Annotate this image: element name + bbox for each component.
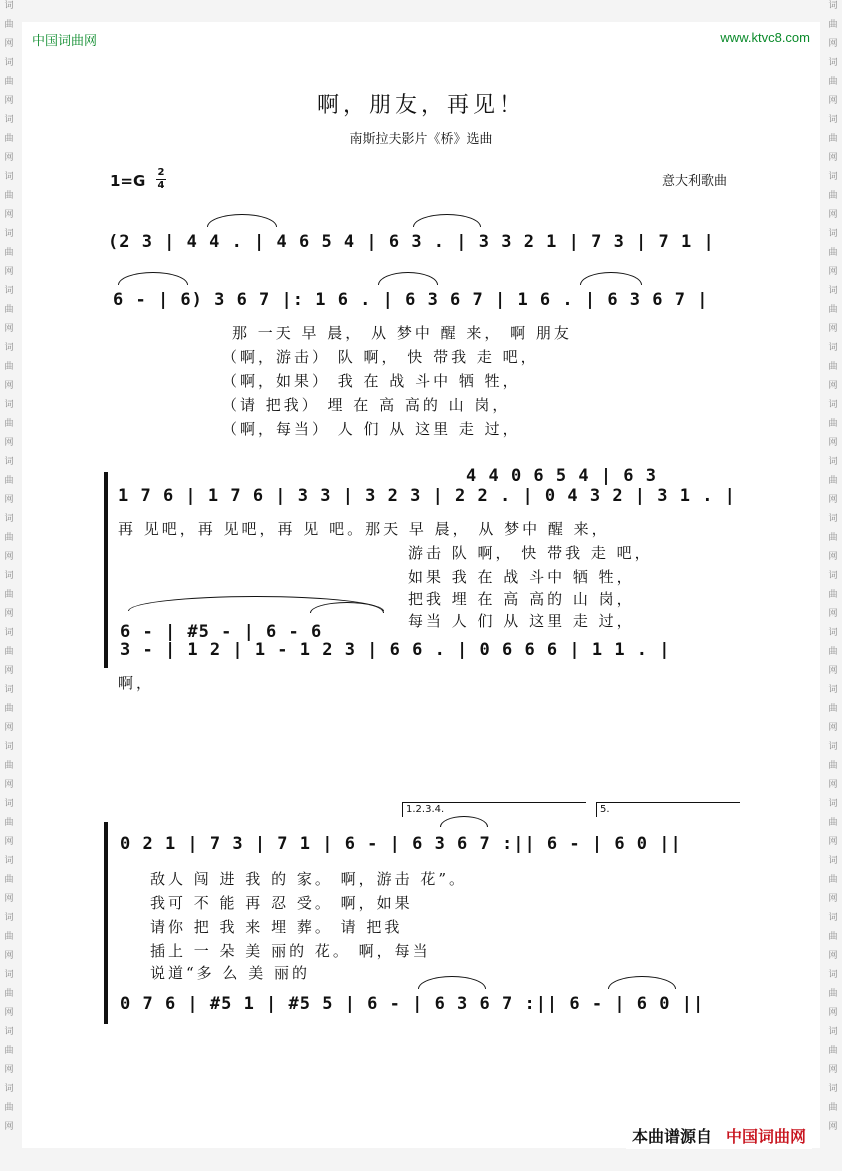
watermark-glyph: 词 bbox=[828, 229, 838, 239]
watermark-glyph: 曲 bbox=[4, 1046, 14, 1056]
watermark-glyph: 网 bbox=[4, 153, 14, 163]
lyric-line: 把我 埋 在 高 高的 山 岗， bbox=[408, 590, 635, 608]
watermark-glyph: 词 bbox=[828, 115, 838, 125]
watermark-glyph: 词 bbox=[4, 1, 14, 11]
song-title: 啊，朋友，再见！ bbox=[316, 93, 525, 118]
watermark-glyph: 网 bbox=[828, 381, 838, 391]
watermark-glyph: 网 bbox=[828, 666, 838, 676]
watermark-glyph: 网 bbox=[4, 666, 14, 676]
watermark-glyph: 曲 bbox=[4, 761, 14, 771]
watermark-glyph: 网 bbox=[828, 609, 838, 619]
watermark-glyph: 曲 bbox=[828, 932, 838, 942]
watermark-glyph: 网 bbox=[828, 210, 838, 220]
watermark-glyph: 词 bbox=[828, 514, 838, 524]
watermark-glyph: 网 bbox=[828, 96, 838, 106]
watermark-glyph: 网 bbox=[4, 837, 14, 847]
composer: 意大利歌曲 bbox=[662, 174, 728, 189]
system-brace bbox=[104, 822, 116, 1024]
watermark-glyph: 网 bbox=[4, 324, 14, 334]
watermark-glyph: 网 bbox=[828, 267, 838, 277]
watermark-glyph: 网 bbox=[4, 39, 14, 49]
watermark-glyph: 曲 bbox=[828, 305, 838, 315]
volta-bracket bbox=[596, 802, 740, 817]
watermark-glyph: 网 bbox=[4, 552, 14, 562]
lyric-line: （啊，游击） 队 啊， 快 带我 走 吧， bbox=[222, 348, 539, 366]
watermark-glyph: 词 bbox=[828, 1027, 838, 1037]
watermark-glyph: 网 bbox=[828, 153, 838, 163]
watermark-glyph: 词 bbox=[828, 457, 838, 467]
source-label: 本曲谱源自 bbox=[631, 1127, 712, 1146]
watermark-glyph: 词 bbox=[828, 1084, 838, 1094]
watermark-glyph: 网 bbox=[828, 723, 838, 733]
watermark-glyph: 词 bbox=[4, 913, 14, 923]
lyric-line: （啊，每当） 人 们 从 这里 走 过， bbox=[222, 420, 521, 438]
watermark-glyph: 网 bbox=[4, 894, 14, 904]
watermark-glyph: 曲 bbox=[828, 77, 838, 87]
watermark-glyph: 曲 bbox=[828, 989, 838, 999]
watermark-glyph: 曲 bbox=[4, 77, 14, 87]
watermark-glyph: 词 bbox=[828, 628, 838, 638]
volta-bracket bbox=[402, 802, 586, 817]
watermark-glyph: 网 bbox=[4, 723, 14, 733]
watermark-glyph: 曲 bbox=[4, 248, 14, 258]
site-url-link[interactable]: www.ktvc8.com bbox=[720, 30, 810, 45]
watermark-glyph: 曲 bbox=[828, 191, 838, 201]
watermark-glyph: 网 bbox=[4, 1008, 14, 1018]
watermark-glyph: 网 bbox=[4, 381, 14, 391]
watermark-glyph: 网 bbox=[4, 1122, 14, 1132]
watermark-glyph: 网 bbox=[828, 837, 838, 847]
lyric-line: （啊，如果） 我 在 战 斗中 牺 牲， bbox=[222, 372, 521, 390]
watermark-glyph: 曲 bbox=[4, 362, 14, 372]
watermark-glyph: 词 bbox=[828, 172, 838, 182]
watermark-glyph: 曲 bbox=[828, 818, 838, 828]
watermark-glyph: 词 bbox=[4, 457, 14, 467]
lyric-line: 敌人 闯 进 我 的 家。 啊，游击 花”。 bbox=[150, 870, 468, 888]
watermark-glyph: 曲 bbox=[4, 476, 14, 486]
time-top: 2 bbox=[157, 167, 165, 178]
watermark-glyph: 词 bbox=[828, 856, 838, 866]
watermark-glyph: 网 bbox=[828, 552, 838, 562]
watermark-glyph: 词 bbox=[828, 685, 838, 695]
system-brace bbox=[104, 472, 116, 668]
lyric-line: 如果 我 在 战 斗中 牺 牲， bbox=[408, 568, 635, 586]
watermark-glyph: 曲 bbox=[828, 875, 838, 885]
watermark-glyph: 曲 bbox=[828, 20, 838, 30]
watermark-glyph: 网 bbox=[828, 1122, 838, 1132]
watermark-glyph: 词 bbox=[828, 742, 838, 752]
left-watermark bbox=[0, 0, 18, 1171]
time-bottom: 4 bbox=[157, 180, 165, 191]
notation-line-3-lower-voice: 6 - | #5 - | 6 - 6 bbox=[120, 622, 323, 642]
watermark-glyph: 曲 bbox=[828, 647, 838, 657]
site-name-link[interactable]: 中国词曲网 bbox=[32, 34, 98, 49]
lyric-line: 那 一天 早 晨， 从 梦中 醒 来， 啊 朋友 bbox=[232, 324, 572, 342]
watermark-glyph: 词 bbox=[4, 1084, 14, 1094]
watermark-glyph: 网 bbox=[828, 495, 838, 505]
watermark-glyph: 词 bbox=[4, 1027, 14, 1037]
notation-line-3-upper: 1 7 6 | 1 7 6 | 3 3 | 3 2 3 | 2 2 . | 0 4 3 2 | 3 1 . | bbox=[118, 486, 736, 506]
lyric-line: 啊， bbox=[118, 674, 155, 692]
watermark-glyph: 词 bbox=[4, 343, 14, 353]
watermark-glyph: 曲 bbox=[828, 362, 838, 372]
watermark-glyph: 词 bbox=[4, 58, 14, 68]
watermark-glyph: 曲 bbox=[4, 932, 14, 942]
watermark-glyph: 词 bbox=[828, 58, 838, 68]
watermark-glyph: 曲 bbox=[4, 419, 14, 429]
watermark-glyph: 曲 bbox=[4, 704, 14, 714]
watermark-glyph: 词 bbox=[4, 115, 14, 125]
watermark-glyph: 网 bbox=[4, 951, 14, 961]
notation-line-4-lower: 0 7 6 | #5 1 | #5 5 | 6 - | 6 3 6 7 :|| 6 - | 6 0 || bbox=[120, 994, 705, 1014]
lyric-line: 再 见吧，再 见吧，再 见 吧。那天 早 晨， 从 梦中 醒 来， bbox=[118, 520, 610, 538]
watermark-glyph: 曲 bbox=[4, 647, 14, 657]
notation-line-3-lower: 3 - | 1 2 | 1 - 1 2 3 | 6 6 . | 0 6 6 6 | 1 1 . | bbox=[120, 640, 671, 660]
watermark-glyph: 词 bbox=[4, 970, 14, 980]
watermark-glyph: 词 bbox=[4, 172, 14, 182]
notation-line-2: 6 - | 6) 3 6 7 |: 1 6 . | 6 3 6 7 | 1 6 . | 6 3 6 7 | bbox=[113, 290, 709, 310]
watermark-glyph: 词 bbox=[828, 1, 838, 11]
watermark-glyph: 词 bbox=[4, 514, 14, 524]
volta-label: 1.2.3.4. bbox=[406, 804, 445, 815]
watermark-glyph: 曲 bbox=[828, 248, 838, 258]
watermark-glyph: 词 bbox=[4, 229, 14, 239]
watermark-glyph: 曲 bbox=[4, 191, 14, 201]
lyric-line: 我可 不 能 再 忍 受。 啊，如果 bbox=[150, 894, 413, 912]
watermark-glyph: 网 bbox=[828, 1065, 838, 1075]
watermark-glyph: 网 bbox=[828, 324, 838, 334]
lyric-line: 说道“多 么 美 丽的 bbox=[150, 964, 310, 982]
watermark-glyph: 曲 bbox=[4, 20, 14, 30]
watermark-glyph: 网 bbox=[4, 1065, 14, 1075]
watermark-glyph: 曲 bbox=[4, 989, 14, 999]
watermark-glyph: 网 bbox=[828, 1008, 838, 1018]
watermark-glyph: 词 bbox=[828, 571, 838, 581]
watermark-glyph: 曲 bbox=[828, 590, 838, 600]
watermark-glyph: 网 bbox=[828, 39, 838, 49]
time-signature bbox=[156, 168, 166, 191]
notation-line-1: (2 3 | 4 4 . | 4 6 5 4 | 6 3 . | 3 3 2 1 | 7 3 | 7 1 | bbox=[108, 232, 715, 252]
watermark-glyph: 曲 bbox=[4, 590, 14, 600]
watermark-glyph: 曲 bbox=[4, 305, 14, 315]
watermark-glyph: 曲 bbox=[828, 476, 838, 486]
lyric-line: （请 把我） 埋 在 高 高的 山 岗， bbox=[222, 396, 511, 414]
watermark-glyph: 词 bbox=[4, 571, 14, 581]
watermark-glyph: 网 bbox=[4, 267, 14, 277]
key-signature: 1=G bbox=[110, 172, 146, 190]
lyric-line: 请你 把 我 来 埋 葬。 请 把我 bbox=[150, 918, 403, 936]
watermark-glyph: 网 bbox=[4, 780, 14, 790]
watermark-glyph: 曲 bbox=[4, 875, 14, 885]
source-site-link[interactable]: 中国词曲网 bbox=[725, 1127, 806, 1146]
watermark-glyph: 网 bbox=[828, 894, 838, 904]
watermark-glyph: 曲 bbox=[4, 1103, 14, 1113]
watermark-glyph: 网 bbox=[828, 438, 838, 448]
watermark-glyph: 词 bbox=[828, 799, 838, 809]
watermark-glyph: 词 bbox=[4, 628, 14, 638]
watermark-glyph: 曲 bbox=[4, 533, 14, 543]
lyric-line: 每当 人 们 从 这里 走 过， bbox=[408, 612, 635, 630]
watermark-glyph: 词 bbox=[4, 685, 14, 695]
watermark-glyph: 曲 bbox=[828, 533, 838, 543]
watermark-glyph: 词 bbox=[4, 799, 14, 809]
watermark-glyph: 网 bbox=[4, 210, 14, 220]
watermark-glyph: 词 bbox=[4, 400, 14, 410]
watermark-glyph: 词 bbox=[4, 856, 14, 866]
watermark-glyph: 曲 bbox=[828, 419, 838, 429]
watermark-glyph: 词 bbox=[828, 343, 838, 353]
watermark-glyph: 网 bbox=[828, 951, 838, 961]
watermark-glyph: 曲 bbox=[828, 1103, 838, 1113]
watermark-glyph: 词 bbox=[828, 286, 838, 296]
watermark-glyph: 词 bbox=[4, 742, 14, 752]
watermark-glyph: 曲 bbox=[4, 818, 14, 828]
lyric-line: 游击 队 啊， 快 带我 走 吧， bbox=[408, 544, 653, 562]
watermark-glyph: 网 bbox=[4, 438, 14, 448]
watermark-glyph: 网 bbox=[828, 780, 838, 790]
volta-label: 5. bbox=[600, 804, 610, 815]
watermark-glyph: 词 bbox=[828, 970, 838, 980]
watermark-glyph: 曲 bbox=[828, 704, 838, 714]
song-subtitle: 南斯拉夫影片《桥》选曲 bbox=[349, 132, 493, 147]
right-watermark bbox=[824, 0, 842, 1171]
watermark-glyph: 曲 bbox=[828, 1046, 838, 1056]
lyric-line: 插上 一 朵 美 丽的 花。 啊，每当 bbox=[150, 942, 431, 960]
notation-line-3-upper-voice: 4 4 0 6 5 4 | 6 3 bbox=[466, 466, 657, 486]
watermark-glyph: 曲 bbox=[4, 134, 14, 144]
watermark-glyph: 词 bbox=[828, 913, 838, 923]
watermark-glyph: 曲 bbox=[828, 761, 838, 771]
watermark-glyph: 词 bbox=[4, 286, 14, 296]
source-footer bbox=[626, 1122, 812, 1149]
notation-line-4-upper: 0 2 1 | 7 3 | 7 1 | 6 - | 6 3 6 7 :|| 6 - | 6 0 || bbox=[120, 834, 682, 854]
watermark-glyph: 词 bbox=[828, 400, 838, 410]
watermark-glyph: 网 bbox=[4, 609, 14, 619]
watermark-glyph: 曲 bbox=[828, 134, 838, 144]
watermark-glyph: 网 bbox=[4, 495, 14, 505]
watermark-glyph: 网 bbox=[4, 96, 14, 106]
